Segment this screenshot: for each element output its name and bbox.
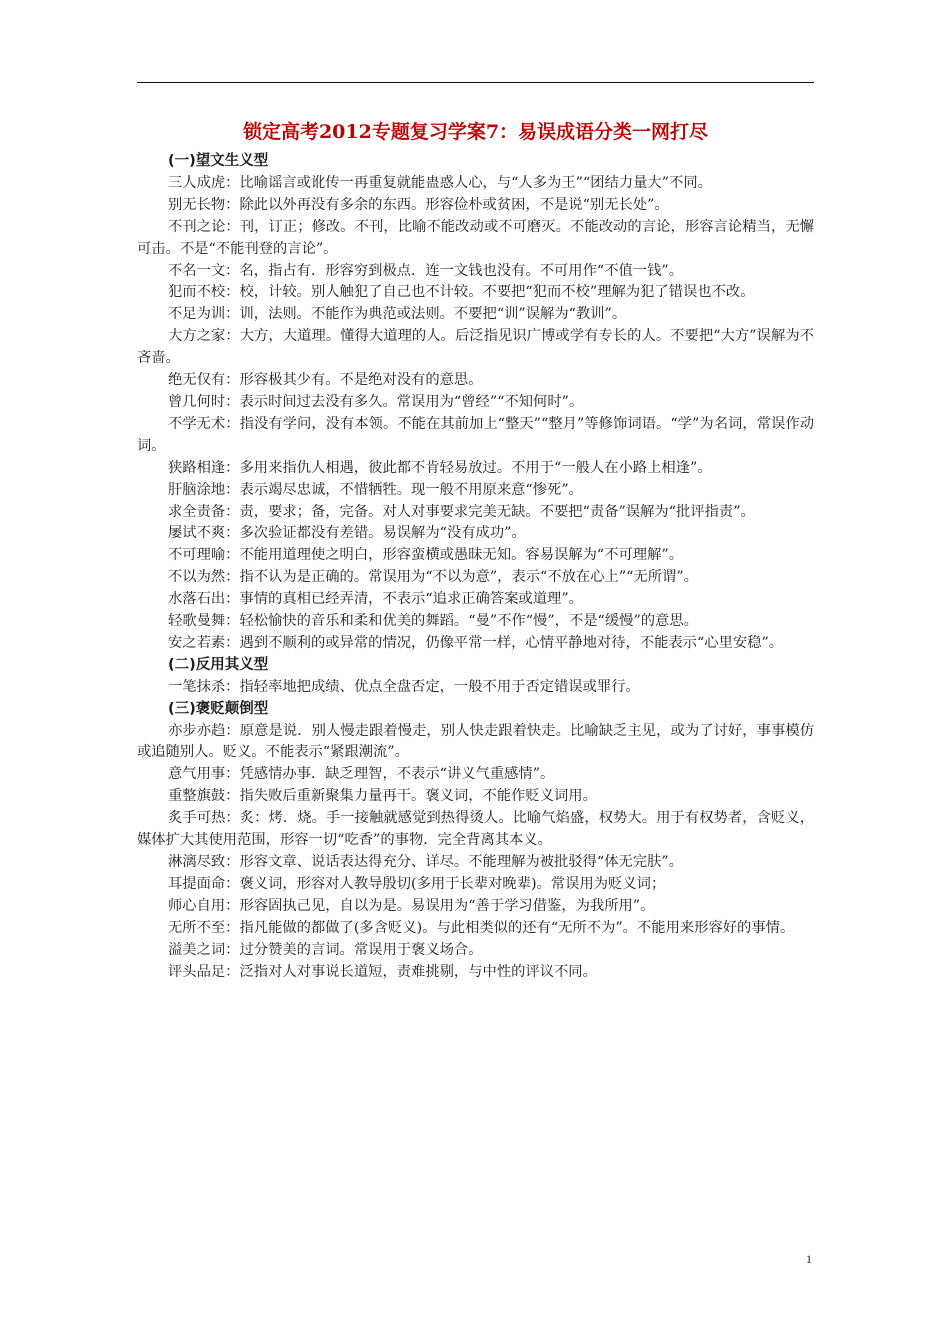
idiom-entry: 意气用事：凭感情办事．缺乏理智，不表示“讲义气重感情”。 (168, 766, 555, 783)
idiom-entry: 溢美之词：过分赞美的言词。常误用于褒义场合。 (168, 941, 483, 958)
idiom-entry: 犯而不校：校，计较。别人触犯了自己也不计较。不要把“犯而不校”理解为犯了错误也不改。 (168, 284, 755, 301)
section-heading: (二)反用其义型 (168, 656, 269, 673)
section-heading: (三)褒贬颠倒型 (168, 700, 269, 717)
idiom-entry: 求全责备：责，要求；备，完备。对人对事要求完美无缺。不要把“责备”误解为“批评指责”。 (168, 503, 755, 520)
idiom-entry: 耳提面命：褒义词，形容对人教导殷切(多用于长辈对晚辈)。常误用为贬义词； (168, 875, 666, 892)
page-number: 1 (806, 1252, 812, 1266)
idiom-entry: 亦步亦趋：原意是说．别人慢走跟着慢走，别人快走跟着快走。比喻缺乏主见，或为了讨好，事事模仿或追随别人。贬义。不能表示“紧跟潮流”。 (137, 722, 814, 761)
idiom-entry: 三人成虎：比喻谣言或讹传一再重复就能蛊惑人心，与“人多为王”“团结力量大”不同。 (168, 174, 712, 191)
idiom-entry: 炙手可热：炙：烤．烧。手一接触就感觉到热得烫人。比喻气焰盛，权势大。用于有权势者，含贬义，媒体扩大其使用范围，形容一切“吃香”的事物．完全背离其本义。 (137, 810, 814, 849)
idiom-entry: 大方之家：大方，大道理。懂得大道理的人。后泛指见识广博或学有专长的人。不要把“大方”误解为不吝啬。 (137, 328, 814, 367)
idiom-entry: 别无长物：除此以外再没有多余的东西。形容俭朴或贫困，不是说“别无长处”。 (168, 196, 669, 213)
sections-container (137, 151, 814, 983)
idiom-entry: 重整旗鼓：指失败后重新聚集力量再干。褒义词，不能作贬义词用。 (168, 788, 597, 805)
idiom-entry: 不足为训：训，法则。不能作为典范或法则。不要把“训”误解为“教训”。 (168, 306, 627, 323)
idiom-entry: 不以为然：指不认为是正确的。常误用为“不以为意”，表示“不放在心上”“无所谓”。 (168, 569, 698, 586)
idiom-entry: 一笔抹杀：指轻率地把成绩、优点全盘否定，一般不用于否定错误或罪行。 (168, 678, 640, 695)
idiom-entry: 不可理喻：不能用道理使之明白，形容蛮横或愚昧无知。容易误解为“不可理解”。 (168, 547, 684, 564)
idiom-entry: 不学无术：指没有学问，没有本领。不能在其前加上“整天”“整月”等修饰词语。“学”为名词，常误作动词。 (137, 415, 814, 454)
idiom-entry: 曾几何时：表示时间过去没有多久。常误用为“曾经”“不知何时”。 (168, 393, 584, 410)
idiom-entry: 水落石出：事情的真相已经弄清，不表示“追求正确答案或道理”。 (168, 591, 583, 608)
idiom-entry: 不刊之论：刊，订正；修改。不刊，比喻不能改动或不可磨灭。不能改动的言论，形容言论精当，无懈可击。不是“不能刊登的言论”。 (137, 218, 814, 257)
idiom-entry: 不名一文：名，指占有．形容穷到极点．连一文钱也没有。不可用作“不值一钱”。 (168, 262, 684, 279)
section-heading: (一)望文生义型 (168, 153, 269, 169)
idiom-entry: 屡试不爽：多次验证都没有差错。易误解为“没有成功”。 (168, 525, 526, 542)
idiom-entry: 绝无仅有：形容极其少有。不是绝对没有的意思。 (168, 372, 483, 389)
idiom-entry: 狭路相逢：多用来指仇人相遇，彼此都不肯轻易放过。不用于“一般人在小路上相逢”。 (168, 459, 712, 476)
document-body (137, 115, 814, 983)
idiom-entry: 无所不至：指凡能做的都做了(多含贬义)。与此相类似的还有“无所不为”。不能用来形容好的事情。 (168, 919, 795, 936)
document-title: 锁定高考2012专题复习学案7：易误成语分类一网打尽 (242, 121, 709, 143)
header-rule (137, 82, 814, 83)
idiom-entry: 淋漓尽致：形容文章、说话表达得充分、详尽。不能理解为被批驳得“体无完肤”。 (168, 854, 684, 870)
idiom-entry: 轻歌曼舞：轻松愉快的音乐和柔和优美的舞蹈。“曼”不作“慢”，不是“缓慢”的意思。 (168, 613, 698, 630)
idiom-entry: 安之若素：遇到不顺利的或异常的情况，仍像平常一样，心情平静地对待，不能表示“心里安稳”。 (168, 634, 784, 651)
idiom-entry: 评头品足：泛指对人对事说长道短，责难挑剔，与中性的评议不同。 (168, 963, 597, 980)
idiom-entry: 肝脑涂地：表示竭尽忠诚，不惜牺牲。现一般不用原来意“惨死”。 (168, 481, 583, 498)
idiom-entry: 师心自用：形容固执己见，自以为是。易误用为“善于学习借鉴，为我所用”。 (168, 897, 655, 914)
